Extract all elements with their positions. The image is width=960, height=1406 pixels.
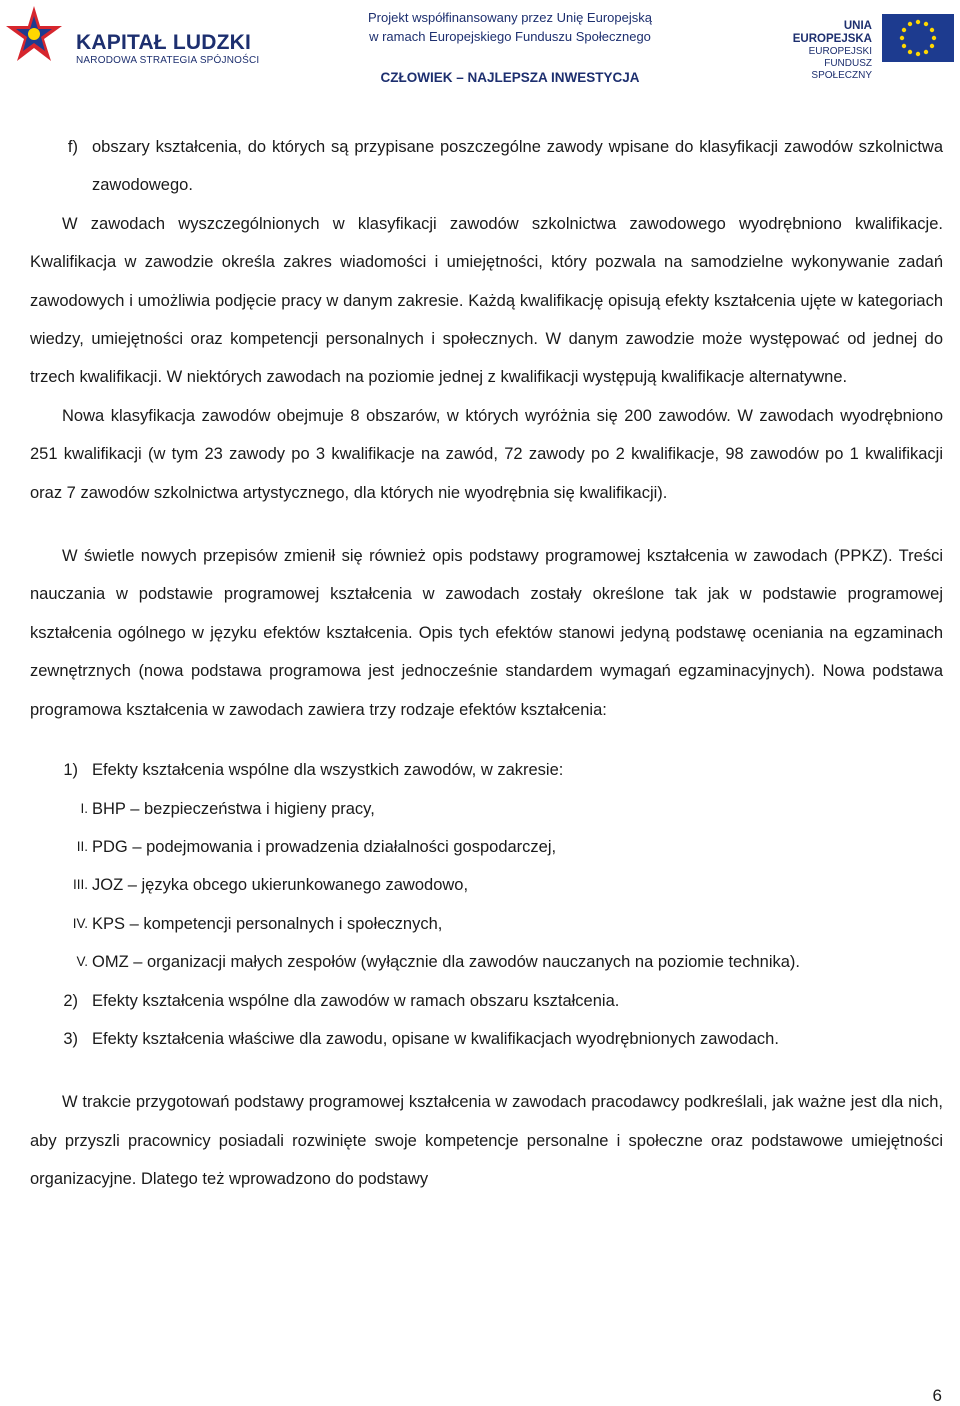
eu-line-2: EUROPEJSKI: [808, 46, 872, 57]
eu-text: [772, 20, 872, 82]
list-text: Efekty kształcenia właściwe dla zawodu, opisane w kwalifikacjach wyodrębnionych zawodach.: [92, 1029, 779, 1048]
sub-text: BHP – bezpieczeństwa i higieny pracy,: [92, 799, 375, 818]
sub-item-2: [30, 828, 943, 866]
eu-flag-icon: [882, 14, 954, 62]
list-text: Efekty kształcenia wspólne dla zawodów w ramach obszaru kształcenia.: [92, 991, 620, 1010]
sub-text: JOZ – języka obcego ukierunkowanego zawodowo,: [92, 876, 469, 895]
paragraph-4: W trakcie przygotowań podstawy programowej kształcenia w zawodach pracodawcy podkreślali, jak ważne jest dla nich, aby przyszli pracownicy posiadali rozwinięte swoje kompetencje personalne i społeczne oraz podstawowe umiejętności organizacyjne. Dlatego też wprowadzono do podstawy: [30, 1093, 943, 1189]
roman-number: III.: [72, 877, 88, 893]
list-number: 2): [63, 991, 78, 1010]
eu-line-1: UNIA EUROPEJSKA: [792, 20, 872, 45]
paragraph-1: W zawodach wyszczególnionych w klasyfikacji zawodów szkolnictwa zawodowego wyodrębniono kwalifikacje. Kwalifikacja w zawodzie określa zakres wiadomości i umiejętności, który pozwala na samodzielne wykonywanie zadań zawodowych i umożliwia podjęcie pracy w danym zakresie. Każdą kwalifikację opisują efekty kształcenia ujęte w kategoriach wiedzy, umiejętności oraz kompetencji personalnych i społecznych. W danym zawodzie może występować od jednej do trzech kwalifikacji. W niektórych zawodach na poziomie jednej z kwalifikacji występują kwalifikacje alternatywne.: [30, 214, 943, 387]
kapital-ludzki-star-icon: [4, 4, 64, 64]
paragraph-2: Nowa klasyfikacja zawodów obejmuje 8 obszarów, w których wyróżnia się 200 zawodów. W zawodach wyodrębniono 251 kwalifikacji (w tym 23 zawody po 3 kwalifikacje na zawód, 72 zawody po 2 kwalifikacje, 98 zawodów po 1 kwalifikacji oraz 7 zawodów szkolnictwa artystycznego, dla których nie wyodrębnia się kwalifikacji).: [30, 406, 943, 502]
page-header: [0, 0, 960, 90]
project-line-2: w ramach Europejskiego Funduszu Społecznego: [369, 29, 651, 44]
list-number: 3): [63, 1029, 78, 1048]
list-text: obszary kształcenia, do których są przypisane poszczególne zawody wpisane do klasyfikacji zawodów szkolnictwa zawodowego.: [92, 138, 943, 195]
eu-line-3: FUNDUSZ SPOŁECZNY: [811, 58, 872, 81]
roman-number: IV.: [72, 915, 88, 931]
roman-number: V.: [76, 954, 88, 970]
sub-item-3: [30, 866, 943, 904]
list-number: f): [67, 138, 78, 156]
sub-text: OMZ – organizacji małych zespołów (wyłącznie dla zawodów nauczanych na poziomie technika).: [92, 953, 800, 972]
page-number: 6: [932, 1386, 942, 1405]
roman-number: II.: [76, 838, 88, 854]
roman-number: I.: [80, 800, 88, 816]
sub-text: PDG – podejmowania i prowadzenia działalności gospodarczej,: [92, 837, 557, 856]
logo-title: KAPITAŁ LUDZKI: [76, 31, 252, 54]
eu-logo: [770, 14, 960, 81]
project-info: [330, 8, 690, 87]
sub-item-4: [30, 905, 943, 943]
document-body: [30, 128, 943, 1199]
motto: CZŁOWIEK – NAJLEPSZA INWESTYCJA: [380, 70, 640, 85]
sub-text: KPS – kompetencji personalnych i społecznych,: [92, 914, 443, 933]
project-line-1: Projekt współfinansowany przez Unię Europejską: [368, 10, 652, 25]
list-item-3: [30, 1020, 943, 1058]
list-item-2: [30, 982, 943, 1020]
list-number: 1): [63, 761, 78, 780]
list-item-1: [30, 751, 943, 789]
sub-item-5: [30, 943, 943, 981]
paragraph-3: W świetle nowych przepisów zmienił się również opis podstawy programowej kształcenia w zawodach (PPKZ). Treści nauczania w podstawie programowej kształcenia w zawodach zostały określone tak jak w podstawie programowej kształcenia ogólnego w języku efektów kształcenia. Opis tych efektów stanowi jedyną podstawę oceniania na egzaminach zewnętrznych (nowa podstawa programowa jest jednocześnie standardem wymagań egzaminacyjnych). Nowa podstawa programowa kształcenia w zawodach zawiera trzy rodzaje efektów kształcenia:: [30, 547, 943, 719]
kapital-ludzki-logo: [4, 4, 260, 66]
logo-subtitle: NARODOWA STRATEGIA SPÓJNOŚCI: [76, 55, 260, 66]
list-text: Efekty kształcenia wspólne dla wszystkich zawodów, w zakresie:: [92, 761, 564, 780]
sub-item-1: [30, 790, 943, 828]
list-item-f: [30, 128, 943, 205]
